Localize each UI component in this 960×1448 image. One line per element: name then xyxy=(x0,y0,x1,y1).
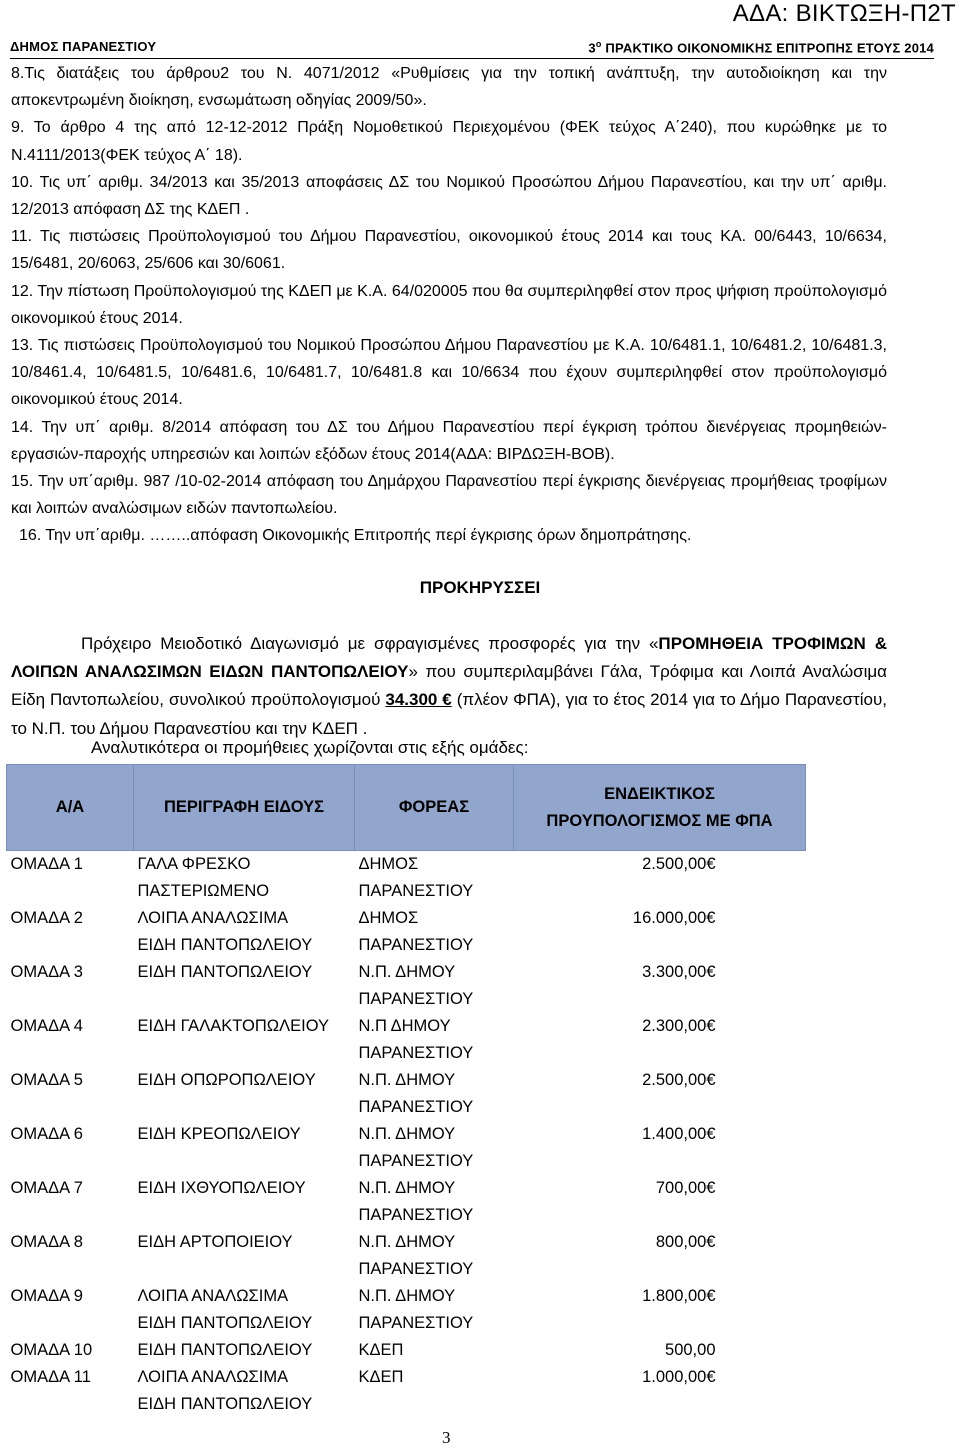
groups-table xyxy=(6,764,806,1418)
budget-value: 800,00€ xyxy=(655,1233,716,1251)
budget-value: 16.000,00€ xyxy=(632,909,716,927)
budget-value: 700,00€ xyxy=(655,1179,716,1197)
group-label: ΟΜΑΔΑ 5 xyxy=(10,1071,83,1089)
page-header xyxy=(10,39,934,55)
agency: Ν.Π. ΔΗΜΟΥ ΠΑΡΑΝΕΣΤΙΟΥ xyxy=(358,1179,474,1224)
item-description: ΕΙΔΗ ΑΡΤΟΠΟΙΕΙΟΥ xyxy=(137,1233,293,1251)
table-row xyxy=(7,851,806,906)
item-description: ΕΙΔΗ ΚΡΕΟΠΩΛΕΙΟΥ xyxy=(137,1125,301,1143)
paragraph-12: 12. Την πίστωση Προϋπολογισμού της ΚΔΕΠ με Κ.Α. 64/020005 που θα συμπεριληφθεί στον προς ψήφιση προϋπολογισμό οικονομικού έτους 2014. xyxy=(11,282,887,327)
group-label: ΟΜΑΔΑ 8 xyxy=(10,1233,83,1251)
table-row xyxy=(7,1067,806,1121)
tender-title: ΠΡΟΜΗΘΕΙΑ ΤΡΟΦΙΜΩΝ & ΛΟΙΠΩΝ ΑΝΑΛΩΣΙΜΩΝ ΕΙΔΩΝ ΠΑΝΤΟΠΩΛΕΙΟΥ xyxy=(11,634,887,682)
budget-value: 2.300,00€ xyxy=(642,1017,716,1035)
item-description: ΕΙΔΗ ΠΑΝΤΟΠΩΛΕΙΟΥ xyxy=(137,963,313,981)
col-header-budget: ΕΝΔΕΙΚΤΙΚΟΣ ΠΡΟΥΠΟΛΟΓΙΣΜΟΣ ΜΕ ΦΠΑ xyxy=(514,765,806,851)
header-municipality: ΔΗΜΟΣ ΠΑΡΑΝΕΣΤΙΟΥ xyxy=(10,39,157,54)
table-row xyxy=(7,1364,806,1418)
item-description: ΕΙΔΗ ΙΧΘΥΟΠΩΛΕΙΟΥ xyxy=(137,1179,306,1197)
item-description: ΕΙΔΗ ΓΑΛΑΚΤΟΠΩΛΕΙΟΥ xyxy=(137,1017,330,1035)
agency: Ν.Π. ΔΗΜΟΥ ΠΑΡΑΝΕΣΤΙΟΥ xyxy=(358,1287,474,1332)
table-row xyxy=(7,1121,806,1175)
paragraph-9: 9. Το άρθρο 4 της από 12-12-2012 Πράξη Νομοθετικού Περιεχομένου (ΦΕΚ τεύχος Α΄240), που κυρώθηκε με το Ν.4111/2013(ΦΕΚ τεύχος Α΄ 18). xyxy=(11,119,887,164)
group-label: ΟΜΑΔΑ 9 xyxy=(10,1287,83,1305)
ada-code: ΑΔΑ: ΒΙΚΤΩΞΗ-Π2Τ xyxy=(732,0,956,27)
group-label: ΟΜΑΔΑ 6 xyxy=(10,1125,83,1143)
agency: Ν.Π. ΔΗΜΟΥ ΠΑΡΑΝΕΣΤΙΟΥ xyxy=(358,1125,474,1170)
budget-value: 2.500,00€ xyxy=(642,855,716,873)
table-row xyxy=(7,959,806,1013)
tender-announcement: Πρόχειρο Μειοδοτικό Διαγωνισμό με σφραγισμένες προσφορές για την «ΠΡΟΜΗΘΕΙΑ ΤΡΟΦΙΜΩΝ & ΛΟΙΠΩΝ ΑΝΑΛΩΣΙΜΩΝ ΕΙΔΩΝ ΠΑΝΤΟΠΩΛΕΙΟΥ» που συμπεριλαμβάνει Γάλα, Τρόφιμα και Λοιπά Αναλώσιμα Είδη Παντοπωλείου, συνολικού προϋπολογισμού 34.300 € (πλέον ΦΠΑ), για το έτος 2014 για το Δήμο Παρανεστίου, το Ν.Π. του Δήμου Παρανεστίου και την ΚΔΕΠ . xyxy=(11,634,887,738)
agency: Ν.Π. ΔΗΜΟΥ ΠΑΡΑΝΕΣΤΙΟΥ xyxy=(358,1233,474,1278)
header-minutes-title: $3^o$ ΠΡΑΚΤΙΚΟ ΟΙΚΟΝΟΜΙΚΗΣ ΕΠΙΤΡΟΠΗΣ ΕΤΟΥΣ 2014 xyxy=(588,39,934,56)
col-header-agency: ΦΟΡΕΑΣ xyxy=(355,765,514,851)
agency: Ν.Π. ΔΗΜΟΥ ΠΑΡΑΝΕΣΤΙΟΥ xyxy=(358,963,474,1008)
table-row xyxy=(7,1283,806,1337)
paragraph-14: 14. Την υπ΄ αριθμ. 8/2014 απόφαση του ΔΣ του Δήμου Παρανεστίου περί έγκριση τρόπου διενέργειας προμηθειών- εργασιών-παροχής υπηρεσιών και λοιπών εξόδων έτους 2014(ΑΔΑ: ΒΙΡΔΩΞΗ-ΒΟΒ). xyxy=(11,418,887,463)
budget-value: 500,00 xyxy=(665,1341,716,1359)
group-label: ΟΜΑΔΑ 7 xyxy=(10,1179,83,1197)
table-row xyxy=(7,1337,806,1364)
table-row xyxy=(7,1013,806,1067)
paragraph-10: 10. Τις υπ΄ αριθμ. 34/2013 και 35/2013 αποφάσεις ΔΣ του Νομικού Προσώπου Δήμου Παρανεστίου, και την υπ΄ αριθμ. 12/2013 απόφαση ΔΣ της ΚΔΕΠ . xyxy=(11,173,887,219)
group-label: ΟΜΑΔΑ 1 xyxy=(10,855,83,873)
header-rule xyxy=(10,58,934,59)
paragraph-15: 15. Την υπ΄αριθμ. 987 /10-02-2014 απόφαση του Δημάρχου Παρανεστίου περί έγκρισης διενέργειας προμήθειας τροφίμων και λοιπών αναλώσιμων ειδών παντοπωλείου. xyxy=(11,473,887,518)
item-description: ΕΙΔΗ ΠΑΝΤΟΠΩΛΕΙΟΥ xyxy=(137,1341,313,1359)
paragraph-8: 8.Τις διατάξεις του άρθρου2 του Ν. 4071/2012 «Ρυθμίσεις για την τοπική ανάπτυξη, την αυτοδιοίκηση και την αποκεντρωμένη διοίκηση, ενσωμάτωση οδηγίας 2009/50». xyxy=(11,65,887,110)
item-description: ΓΑΛΑ ΦΡΕΣΚΟ ΠΑΣΤΕΡΙΩΜΕΝΟ xyxy=(137,855,270,900)
agency: ΔΗΜΟΣ ΠΑΡΑΝΕΣΤΙΟΥ xyxy=(358,855,474,900)
agency: Ν.Π. ΔΗΜΟΥ ΠΑΡΑΝΕΣΤΙΟΥ xyxy=(358,1071,474,1116)
budget-value: 3.300,00€ xyxy=(642,963,716,981)
group-label: ΟΜΑΔΑ 10 xyxy=(10,1341,93,1359)
agency: ΔΗΜΟΣ ΠΑΡΑΝΕΣΤΙΟΥ xyxy=(358,909,474,954)
proclaims-heading: ΠΡΟΚΗΡΥΣΣΕΙ xyxy=(419,578,541,597)
group-label: ΟΜΑΔΑ 3 xyxy=(10,963,83,981)
agency: ΚΔΕΠ xyxy=(358,1341,404,1359)
agency: ΚΔΕΠ xyxy=(358,1368,404,1386)
paragraph-16: 16. Την υπ΄αριθμ. ……..απόφαση Οικονομικής Επιτροπής περί έγκρισης όρων δημοπράτησης. xyxy=(19,527,692,545)
item-description: ΛΟΙΠΑ ΑΝΑΛΩΣΙΜΑ ΕΙΔΗ ΠΑΝΤΟΠΩΛΕΙΟΥ xyxy=(137,1368,313,1413)
group-label: ΟΜΑΔΑ 4 xyxy=(10,1017,83,1035)
item-description: ΛΟΙΠΑ ΑΝΑΛΩΣΙΜΑ ΕΙΔΗ ΠΑΝΤΟΠΩΛΕΙΟΥ xyxy=(137,909,313,954)
table-row xyxy=(7,1229,806,1283)
table-header-row xyxy=(7,765,806,851)
page-number: 3 xyxy=(442,1428,451,1447)
budget-value: 2.500,00€ xyxy=(642,1071,716,1089)
col-header-aa: Α/Α xyxy=(7,765,134,851)
groups-intro: Αναλυτικότερα οι προμήθειες χωρίζονται στις εξής ομάδες: xyxy=(91,738,529,757)
table-row xyxy=(7,1175,806,1229)
agency: Ν.Π ΔΗΜΟΥ ΠΑΡΑΝΕΣΤΙΟΥ xyxy=(358,1017,474,1062)
budget-amount: 34.300 € xyxy=(385,690,452,710)
budget-value: 1.800,00€ xyxy=(642,1287,716,1305)
item-description: ΛΟΙΠΑ ΑΝΑΛΩΣΙΜΑ ΕΙΔΗ ΠΑΝΤΟΠΩΛΕΙΟΥ xyxy=(137,1287,313,1332)
col-header-description: ΠΕΡΙΓΡΑΦΗ ΕΙΔΟΥΣ xyxy=(134,765,355,851)
considerations-list xyxy=(11,60,887,550)
budget-value: 1.000,00€ xyxy=(642,1368,716,1386)
item-description: ΕΙΔΗ ΟΠΩΡΟΠΩΛΕΙΟΥ xyxy=(137,1071,316,1089)
budget-value: 1.400,00€ xyxy=(642,1125,716,1143)
group-label: ΟΜΑΔΑ 2 xyxy=(10,909,83,927)
group-label: ΟΜΑΔΑ 11 xyxy=(10,1368,91,1386)
paragraph-11: 11. Τις πιστώσεις Προϋπολογισμού του Δήμου Παρανεστίου, οικονομικού έτους 2014 και τους ΚΑ. 00/6443, 10/6634, 15/6481, 20/6063, 25/606 και 30/6061. xyxy=(11,228,887,273)
table-row xyxy=(7,905,806,959)
paragraph-13: 13. Τις πιστώσεις Προϋπολογισμού του Νομικού Προσώπου Δήμου Παρανεστίου με Κ.Α. 10/6481.1, 10/6481.2, 10/6481.3, 10/8461.4, 10/6481.5, 10/6481.6, 10/6481.7, 10/6481.8 και 10/6634 που έχουν συμπεριληφθεί στον προϋπολογισμό οικονομικού έτους 2014. xyxy=(11,337,887,409)
